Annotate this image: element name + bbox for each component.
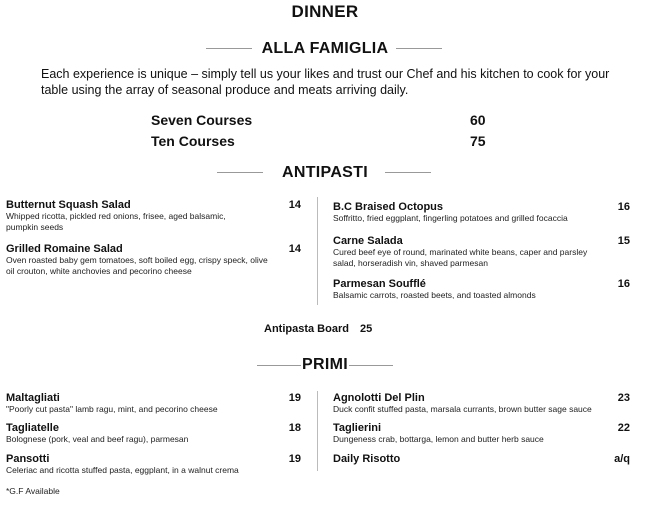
section-heading-primi: PRIMI (302, 356, 348, 373)
dish-name: Pansotti (6, 453, 50, 465)
section-heading-alla-famiglia: ALLA FAMIGLIA (261, 40, 389, 57)
menu-item (6, 392, 256, 415)
board-name: Antipasta Board (264, 323, 349, 335)
dish-price: a/q (614, 453, 630, 465)
page-title: DINNER (291, 2, 359, 21)
section-heading-antipasti: ANTIPASTI (282, 164, 368, 181)
column-divider (317, 391, 318, 471)
menu-item (333, 392, 593, 415)
dish-price: 14 (288, 243, 301, 255)
dish-description: Soffritto, fried eggplant, fingerling potatoes and grilled focaccia (333, 213, 568, 223)
dish-name: Parmesan Soufflé (333, 278, 426, 290)
menu-item (333, 278, 588, 301)
dish-price: 16 (617, 278, 630, 290)
menu-item (333, 201, 583, 224)
menu-item (6, 199, 246, 233)
dish-description: Balsamic carrots, roasted beets, and toasted almonds (333, 290, 536, 300)
dish-name: Carne Salada (333, 235, 403, 247)
dish-name: Butternut Squash Salad (6, 199, 131, 211)
course-name-seven: Seven Courses (151, 112, 253, 128)
menu-item (333, 235, 588, 269)
menu-item (333, 422, 588, 445)
course-price-ten: 75 (470, 133, 486, 149)
dish-name: Daily Risotto (333, 453, 401, 465)
menu-item (6, 422, 256, 445)
course-name-ten: Ten Courses (151, 133, 235, 149)
dish-description: Dungeness crab, bottarga, lemon and butter herb sauce (333, 434, 544, 444)
dish-description: Celeriac and ricotta stuffed pasta, eggplant, in a walnut crema (6, 465, 239, 475)
dish-name: B.C Braised Octopus (333, 201, 444, 213)
menu-item (333, 453, 588, 465)
dish-price: 19 (288, 392, 301, 404)
board-price: 25 (360, 323, 373, 335)
dish-price: 16 (617, 201, 630, 213)
dish-price: 23 (617, 392, 630, 404)
dish-description: Bolognese (pork, veal and beef ragu), parmesan (6, 434, 189, 444)
dish-price: 22 (617, 422, 630, 434)
menu-item (6, 243, 276, 277)
dish-description: "Poorly cut pasta" lamb ragu, mint, and pecorino cheese (6, 404, 218, 414)
dish-description: Oven roasted baby gem tomatoes, soft boiled egg, crispy speck, olive oil crouton, white anchovies and pecorino cheese (6, 255, 268, 276)
dish-description: Cured beef eye of round, marinated white beans, caper and parsley salad, horseradish vin, shaved parmesan (333, 247, 588, 268)
dish-name: Taglierini (333, 422, 382, 434)
dish-description: Duck confit stuffed pasta, marsala currants, brown butter sage sauce (333, 404, 592, 414)
intro-text: Each experience is unique – simply tell us your likes and trust our Chef and his kitchen to cook for your table using the array of seasonal produce and meats arriving daily. (41, 67, 610, 97)
dish-description: Whipped ricotta, pickled red onions, frisee, aged balsamic, pumpkin seeds (6, 211, 226, 232)
dish-name: Agnolotti Del Plin (333, 392, 425, 404)
dish-price: 18 (288, 422, 301, 434)
course-price-seven: 60 (470, 112, 486, 128)
menu-item (6, 453, 256, 476)
divider-right (396, 48, 442, 49)
divider-right (385, 172, 431, 173)
dish-price: 15 (617, 235, 630, 247)
column-divider (317, 197, 318, 305)
dish-price: 19 (288, 453, 301, 465)
dish-name: Maltagliati (6, 392, 60, 404)
dish-name: Grilled Romaine Salad (6, 243, 123, 255)
dish-price: 14 (288, 199, 301, 211)
gluten-free-note: *G.F Available (6, 486, 60, 496)
divider-right (349, 365, 393, 366)
dish-name: Tagliatelle (6, 422, 59, 434)
